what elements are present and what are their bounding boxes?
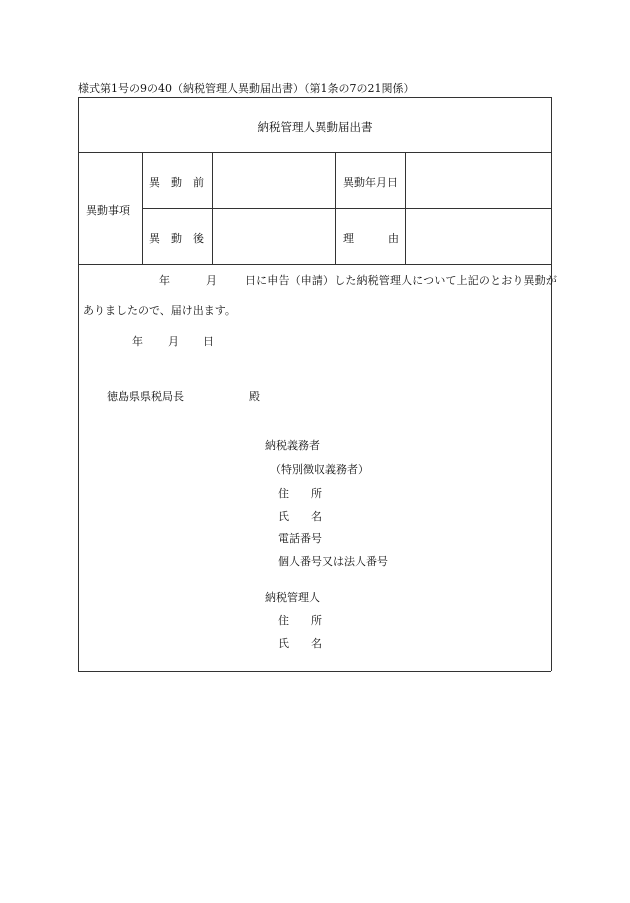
divider-row-middle bbox=[142, 208, 551, 209]
form-caption: 様式第1号の9の40（納税管理人異動届出書）（第1条の7の21関係） bbox=[78, 82, 415, 95]
taxpayer-name-label bbox=[278, 508, 322, 524]
statement-year: 年 bbox=[159, 274, 170, 287]
date-of-change-field[interactable] bbox=[407, 154, 550, 207]
statement-line-2: ありましたので、届け出ます。 bbox=[83, 304, 236, 317]
addressee: 徳島県県税局長 bbox=[107, 390, 184, 403]
taxpayer-address-char-1: 住 bbox=[278, 487, 289, 500]
divider-col-1 bbox=[142, 152, 143, 264]
filing-date-day: 日 bbox=[203, 335, 214, 348]
reason-label bbox=[343, 230, 399, 246]
after-change-field[interactable] bbox=[214, 210, 334, 263]
tax-agent-name-char-2: 名 bbox=[311, 637, 322, 650]
taxpayer-name-char-2: 名 bbox=[311, 510, 322, 523]
after-char-2: 動 bbox=[171, 232, 182, 245]
taxpayer-name-char-1: 氏 bbox=[278, 510, 289, 523]
after-char-1: 異 bbox=[149, 232, 160, 245]
before-change-field[interactable] bbox=[214, 154, 334, 207]
honorific: 殿 bbox=[249, 390, 260, 403]
taxpayer-address-label bbox=[278, 485, 322, 501]
taxpayer-address-char-2: 所 bbox=[311, 487, 322, 500]
divider-col-4 bbox=[405, 152, 406, 264]
table-border-top bbox=[78, 97, 551, 98]
after-char-3: 後 bbox=[193, 232, 204, 245]
before-char-1: 異 bbox=[149, 176, 160, 189]
taxpayer-phone-label: 電話番号 bbox=[278, 532, 322, 545]
table-border-left bbox=[78, 97, 79, 671]
before-char-2: 動 bbox=[171, 176, 182, 189]
tax-agent-address-char-2: 所 bbox=[311, 614, 322, 627]
form-title: 納税管理人異動届出書 bbox=[257, 120, 373, 134]
reason-char-1: 理 bbox=[343, 232, 354, 245]
taxpayer-heading: 納税義務者 bbox=[265, 439, 320, 452]
filing-date-year: 年 bbox=[132, 335, 143, 348]
table-border-bottom bbox=[78, 671, 551, 672]
before-change-label bbox=[149, 174, 204, 190]
statement-month: 月 bbox=[206, 274, 217, 287]
before-char-3: 前 bbox=[193, 176, 204, 189]
reason-field[interactable] bbox=[407, 210, 550, 263]
change-section-label: 異動事項 bbox=[86, 204, 130, 217]
taxpayer-id-number-label: 個人番号又は法人番号 bbox=[278, 555, 388, 568]
divider-title-bottom bbox=[78, 152, 551, 153]
date-of-change-label: 異動年月日 bbox=[343, 176, 398, 189]
tax-agent-address-label bbox=[278, 612, 322, 628]
statement-line-1: 日に申告（申請）した納税管理人について上記のとおり異動が bbox=[245, 274, 557, 287]
divider-col-2 bbox=[212, 152, 213, 264]
tax-agent-heading: 納税管理人 bbox=[265, 591, 320, 604]
tax-agent-address-char-1: 住 bbox=[278, 614, 289, 627]
taxpayer-subheading: （特別徴収義務者） bbox=[270, 463, 369, 476]
after-change-label bbox=[149, 230, 204, 246]
divider-col-3 bbox=[335, 152, 336, 264]
reason-char-2: 由 bbox=[388, 232, 399, 245]
tax-agent-name-char-1: 氏 bbox=[278, 637, 289, 650]
divider-rows-bottom bbox=[78, 264, 551, 265]
tax-agent-name-label bbox=[278, 635, 322, 651]
table-border-right bbox=[551, 97, 552, 671]
filing-date-month: 月 bbox=[168, 335, 179, 348]
